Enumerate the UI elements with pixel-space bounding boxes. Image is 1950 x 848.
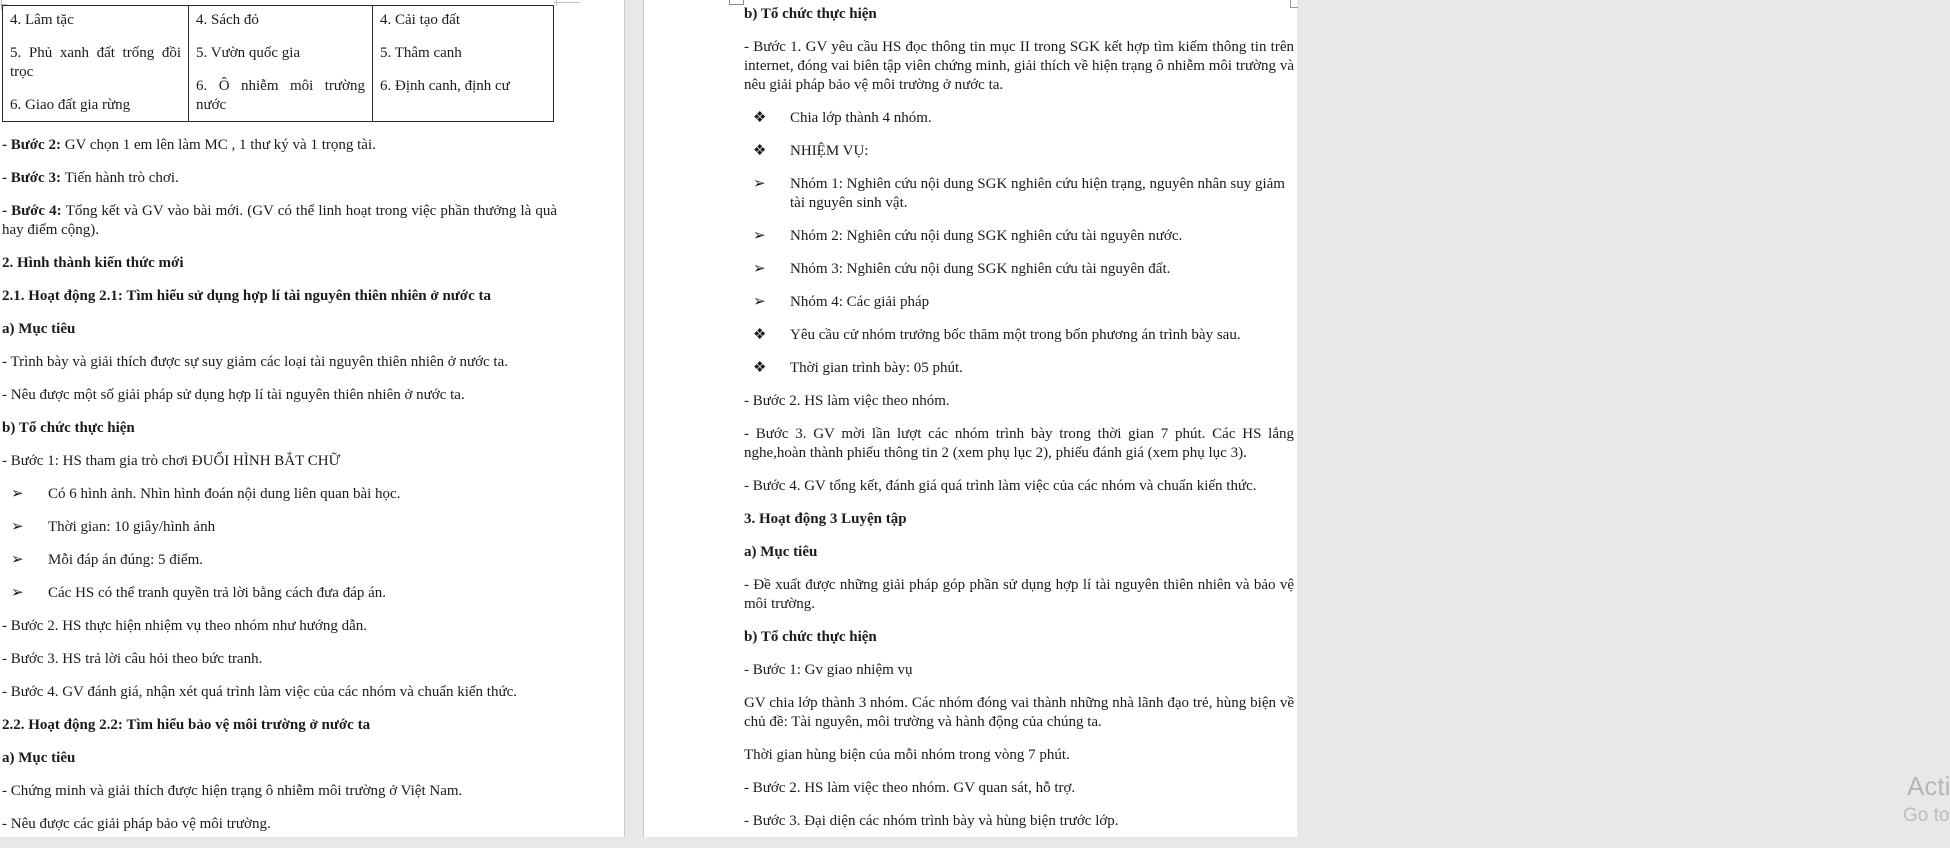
arrow-bullet-icon: ➢ xyxy=(11,486,24,502)
paragraph xyxy=(2,202,557,240)
text-run: - Bước 2. HS làm việc theo nhóm. xyxy=(744,393,950,409)
text-run: - Bước 3. GV mời lần lượt các nhóm trình bày trong thời gian 7 phút. Các HS lắng nghe,hoàn thành phiếu thông tin 2 (xem phụ lục 2), phiếu đánh giá (xem phụ lục 3). xyxy=(744,426,1294,461)
text-run: - Trình bày và giải thích được sự suy giảm các loại tài nguyên thiên nhiên ở nước ta. xyxy=(2,354,509,370)
text-run: - Bước 3. HS trả lời câu hỏi theo bức tranh. xyxy=(2,651,263,667)
section-heading xyxy=(2,320,557,339)
answer-key-table xyxy=(2,5,554,122)
paragraph xyxy=(744,38,1294,95)
arrow-bullet-icon: ➢ xyxy=(753,228,766,244)
text-run: - Bước 2. HS thực hiện nhiệm vụ theo nhóm như hướng dẫn. xyxy=(2,618,368,634)
bullet-item xyxy=(2,551,557,570)
section-heading xyxy=(2,716,557,735)
table-cell-paragraph: 6. Giao đất gia rừng xyxy=(10,97,131,113)
paragraph xyxy=(2,815,557,834)
text-run: - Bước 1: HS tham gia trò chơi ĐUỔI HÌNH BẮT CHỮ xyxy=(2,453,341,469)
arrow-bullet-icon: ➢ xyxy=(11,552,24,568)
bullet-text: Chia lớp thành 4 nhóm. xyxy=(790,110,932,126)
bullet-text: Có 6 hình ảnh. Nhìn hình đoán nội dung liên quan bài học. xyxy=(48,486,401,502)
text-run: - Bước 4: xyxy=(2,203,66,219)
text-run: 2.2. Hoạt động 2.2: Tìm hiểu bảo vệ môi trường ở nước ta xyxy=(2,717,371,733)
bullet-text: Nhóm 1: Nghiên cứu nội dung SGK nghiên cứu hiện trạng, nguyên nhân suy giảm tài nguyên sinh vật. xyxy=(790,176,1285,211)
paragraph xyxy=(744,425,1294,463)
paragraph xyxy=(744,746,1294,765)
bullet-item xyxy=(744,175,1294,213)
bullet-text: Mỗi đáp án đúng: 5 điểm. xyxy=(48,552,203,568)
paragraph xyxy=(744,576,1294,614)
text-run: b) Tổ chức thực hiện xyxy=(744,6,877,22)
arrow-bullet-icon: ➢ xyxy=(753,176,766,192)
bullet-item xyxy=(2,485,557,504)
bullet-item xyxy=(744,359,1294,378)
document-page-right xyxy=(643,0,1950,837)
paragraph xyxy=(744,694,1294,732)
text-run: - Đề xuất được những giải pháp góp phần sử dụng hợp lí tài nguyên thiên nhiên và bảo vệ môi trường. xyxy=(744,577,1294,612)
diamond-bullet-icon: ❖ xyxy=(753,143,767,159)
text-run: Thời gian hùng biện của mỗi nhóm trong vòng 7 phút. xyxy=(744,747,1070,763)
arrow-bullet-icon: ➢ xyxy=(753,294,766,310)
section-heading xyxy=(2,419,557,438)
paragraph xyxy=(2,386,557,405)
text-run: a) Mục tiêu xyxy=(2,750,76,766)
bullet-item xyxy=(2,518,557,537)
table-cell-paragraph: 4. Cải tạo đất xyxy=(380,12,460,28)
text-run: 3. Hoạt động 3 Luyện tập xyxy=(744,511,907,527)
table-row xyxy=(3,6,554,122)
section-heading xyxy=(744,510,1294,529)
text-run: - Chứng minh và giải thích được hiện trạng ô nhiễm môi trường ở Việt Nam. xyxy=(2,783,463,799)
text-run: Tổng kết và GV vào bài mới. (GV có thể linh hoạt trong việc phần thưởng là quà hay điểm cộng). xyxy=(2,203,557,238)
diamond-bullet-icon: ❖ xyxy=(753,110,767,126)
section-heading xyxy=(744,543,1294,562)
text-run: b) Tổ chức thực hiện xyxy=(744,629,877,645)
bullet-text: NHIỆM VỤ: xyxy=(790,143,869,159)
paragraph xyxy=(744,779,1294,798)
text-run: b) Tổ chức thực hiện xyxy=(2,420,135,436)
bullet-text: Nhóm 2: Nghiên cứu nội dung SGK nghiên cứu tài nguyên nước. xyxy=(790,228,1183,244)
bullet-text: Nhóm 4: Các giải pháp xyxy=(790,294,930,310)
right-page-content xyxy=(744,0,1294,845)
document-page-left xyxy=(0,0,625,837)
paragraph xyxy=(2,136,557,155)
paragraph xyxy=(2,650,557,669)
bullet-item xyxy=(744,260,1294,279)
text-run: - Nêu được một số giải pháp sử dụng hợp lí tài nguyên thiên nhiên ở nước ta. xyxy=(2,387,465,403)
bullet-item xyxy=(744,326,1294,345)
text-run: a) Mục tiêu xyxy=(2,321,76,337)
table-border-remnant xyxy=(554,2,580,3)
bullet-item xyxy=(744,109,1294,128)
table-cell-paragraph: 4. Sách đỏ xyxy=(196,12,259,28)
arrow-bullet-icon: ➢ xyxy=(753,261,766,277)
bullet-item xyxy=(744,142,1294,161)
table-cell-paragraph: 6. Ô nhiễm môi trường nước xyxy=(196,78,365,113)
arrow-bullet-icon: ➢ xyxy=(11,519,24,535)
text-run: - Bước 4. GV đánh giá, nhận xét quá trình làm việc của các nhóm và chuẩn kiến thức. xyxy=(2,684,518,700)
text-run: - Bước 2. HS làm việc theo nhóm. GV quan sát, hỗ trợ. xyxy=(744,780,1076,796)
table-cell-paragraph: 5. Thâm canh xyxy=(380,45,462,61)
text-run: - Bước 3: xyxy=(2,170,65,186)
left-page-content xyxy=(2,0,557,848)
table-border-remnant xyxy=(729,0,744,5)
text-run: - Bước 3. Đại diện các nhóm trình bày và hùng biện trước lớp. xyxy=(744,813,1119,829)
diamond-bullet-icon: ❖ xyxy=(753,360,767,376)
bullet-text: Yêu cầu cử nhóm trưởng bốc thăm một trong bốn phương án trình bày sau. xyxy=(790,327,1241,343)
bullet-text: Nhóm 3: Nghiên cứu nội dung SGK nghiên cứu tài nguyên đất. xyxy=(790,261,1171,277)
diamond-bullet-icon: ❖ xyxy=(753,327,767,343)
paragraph xyxy=(2,683,557,702)
section-heading xyxy=(2,254,557,273)
bullet-item xyxy=(2,584,557,603)
paragraph xyxy=(2,169,557,188)
table-cell-paragraph: 5. Vườn quốc gia xyxy=(196,45,301,61)
table-cell xyxy=(3,6,189,122)
text-run: 2.1. Hoạt động 2.1: Tìm hiểu sử dụng hợp lí tài nguyên thiên nhiên ở nước ta xyxy=(2,288,492,304)
text-run: 2. Hình thành kiến thức mới xyxy=(2,255,184,271)
text-run: - Bước 1. GV yêu cầu HS đọc thông tin mục II trong SGK kết hợp tìm kiếm thông tin trên internet, đóng vai biên tập viên chứng minh, giải thích về hiện trạng ô nhiễm môi trường và nêu giải pháp bảo vệ môi trường ở nước ta. xyxy=(744,39,1294,93)
arrow-bullet-icon: ➢ xyxy=(11,585,24,601)
text-run: - Nêu được các giải pháp bảo vệ môi trường. xyxy=(2,816,271,832)
table-cell xyxy=(189,6,373,122)
paragraph xyxy=(2,617,557,636)
table-cell-paragraph: 5. Phủ xanh đất trống đồi trọc xyxy=(10,45,181,80)
section-heading xyxy=(744,5,1294,24)
bullet-text: Thời gian trình bày: 05 phút. xyxy=(790,360,963,376)
activate-windows-watermark-subtext: Go to xyxy=(1903,805,1950,826)
bullet-item xyxy=(744,227,1294,246)
bullet-item xyxy=(744,293,1294,312)
bullet-text: Thời gian: 10 giây/hình ảnh xyxy=(48,519,216,535)
paragraph xyxy=(744,392,1294,411)
paragraph xyxy=(744,661,1294,680)
section-heading xyxy=(744,628,1294,647)
section-heading xyxy=(2,287,557,306)
text-run: - Bước 2: xyxy=(2,137,65,153)
text-run: Tiến hành trò chơi. xyxy=(64,170,179,186)
activate-windows-watermark: Acti xyxy=(1907,771,1950,801)
paragraph xyxy=(744,477,1294,496)
paragraph xyxy=(2,452,557,471)
text-run: - Bước 4. GV tổng kết, đánh giá quá trình làm việc của các nhóm và chuẩn kiến thức. xyxy=(744,478,1257,494)
paragraph xyxy=(744,812,1294,831)
table-cell-paragraph: 6. Định canh, định cư xyxy=(380,78,510,94)
text-run: a) Mục tiêu xyxy=(744,544,818,560)
bullet-text: Các HS có thể tranh quyền trả lời bằng cách đưa đáp án. xyxy=(48,585,387,601)
text-run: - Bước 1: Gv giao nhiệm vụ xyxy=(744,662,913,678)
paragraph xyxy=(2,782,557,801)
text-run: GV chia lớp thành 3 nhóm. Các nhóm đóng vai thành những nhà lãnh đạo trẻ, hùng biện về chủ đề: Tài nguyên, môi trường và hành động của chúng ta. xyxy=(744,695,1294,730)
text-run: GV chọn 1 em lên làm MC , 1 thư ký và 1 trọng tài. xyxy=(64,137,376,153)
table-cell-paragraph: 4. Lâm tặc xyxy=(10,12,74,28)
table-cell xyxy=(373,6,554,122)
section-heading xyxy=(2,749,557,768)
paragraph xyxy=(2,353,557,372)
